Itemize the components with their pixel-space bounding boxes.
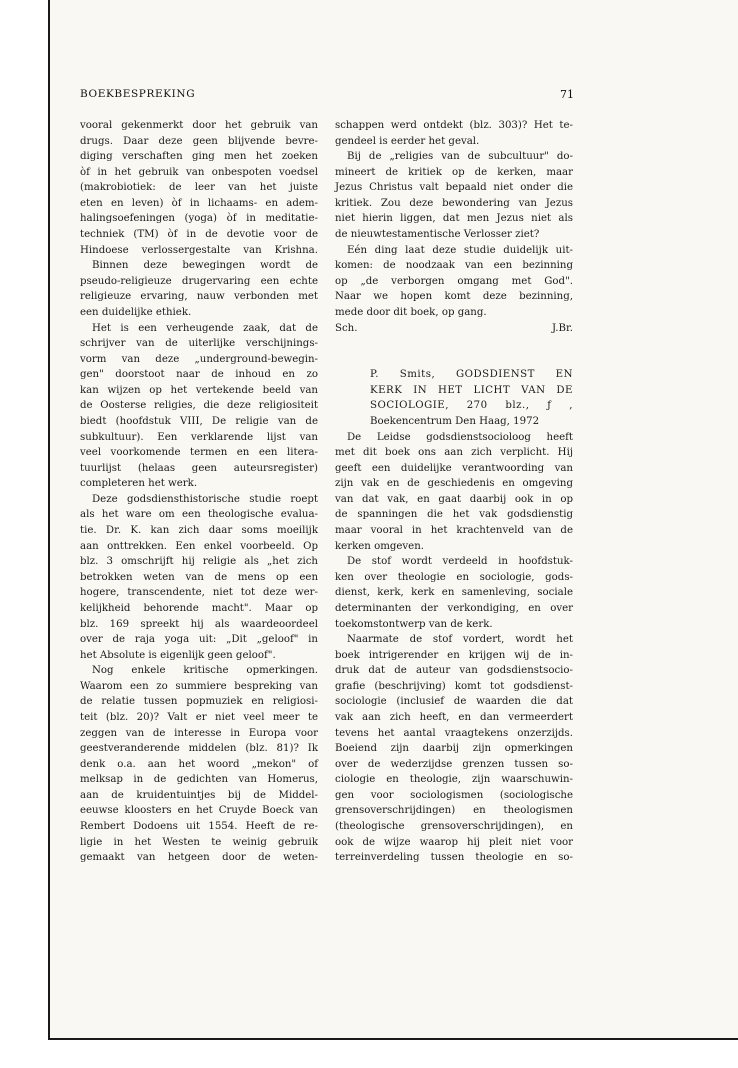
text-line: vorm van deze „underground-bewegin- [80, 353, 318, 365]
text-line: geeft een duidelijke verantwoording van [335, 462, 573, 474]
text-line: denk o.a. aan het woord „mekon" of [80, 758, 318, 770]
running-header: BOEKBESPREKING [80, 88, 196, 100]
text-line: subkultuur). Een verklarende lijst van [80, 431, 318, 443]
text-line: ciologie en theologie, zijn waarschuwin- [335, 774, 573, 786]
text-line: kritiek. Zou deze bewondering van Jezus [335, 197, 573, 209]
text-line: maar vooral in het krachtenveld van de [335, 525, 573, 537]
text-line: determinanten der verkondiging, en over [335, 602, 573, 614]
text-line: Hindoese verlossergestalte van Krishna. [80, 244, 318, 256]
page-number: 71 [560, 88, 574, 101]
text-line: Binnen deze bewegingen wordt de [92, 260, 318, 272]
text-line: zeggen van de interesse in Europa voor [80, 727, 318, 739]
text-line: kerken omgeven. [335, 540, 425, 552]
text-line: schappen werd ontdekt (blz. 303)? Het te- [335, 120, 573, 131]
text-line: ook de wijze waarop hij pleit niet voor [335, 836, 573, 848]
text-line: over de raja yoga uit: „Dit „geloof" in [80, 634, 318, 646]
text-line: pseudo-religieuze drugervaring een echte [80, 275, 318, 287]
text-line: religieuze ervaring, nauw verbonden met [80, 291, 318, 303]
text-line: van dat vak, en gaat daarbij ook in op [335, 493, 573, 505]
text-line: vak aan zich heeft, en dan vermeerdert [335, 711, 573, 723]
text-line: Bij de „religies van de subcultuur" do- [347, 151, 573, 163]
text-line: gemaakt van hetgeen door de weten- [80, 852, 318, 864]
text-line: de spanningen die het vak godsdienstig [335, 509, 573, 521]
text-line: (theologische grensoverschrijdingen), en [335, 821, 573, 833]
text-line: Deze godsdiensthistorische studie roept [92, 493, 318, 505]
text-line: Het is een verheugende zaak, dat de [92, 322, 318, 334]
text-line: Rembert Dodoens uit 1554. Heeft de re- [80, 821, 318, 833]
right-column [335, 118, 573, 866]
text-line: biedt (hoofdstuk VIII, De religie van de [80, 415, 318, 427]
text-line: de Oosterse religies, die deze religiositeit [80, 400, 318, 412]
text-line: tevens het aantal vraagtekens onzerzijds. [335, 727, 573, 739]
text-line: ligie in het Westen te weinig gebruik [80, 836, 318, 848]
text-line: druk dat de auteur van godsdienstsocio- [335, 665, 573, 677]
signature-left: Sch. [335, 322, 358, 334]
text-line: ken over theologie en sociologie, gods- [335, 571, 573, 583]
text-line: schrijver van de uiterlijke verschijnings- [80, 338, 318, 350]
review-heading-line: KERK IN HET LICHT VAN DE [370, 384, 573, 396]
text-line: teit (blz. 20)? Valt er niet veel meer te [80, 711, 318, 723]
signature-right: J.Br. [551, 322, 573, 334]
text-line: Boeiend zijn daarbij zijn opmerkingen [335, 743, 573, 755]
text-line: De stof wordt verdeeld in hoofdstuk- [347, 556, 573, 568]
text-line: Naarmate de stof vordert, wordt het [347, 634, 573, 646]
text-line: hogere, transcendente, niet tot deze wer- [80, 587, 318, 599]
text-line: tuurlijst (helaas geen auteursregister) [80, 462, 318, 474]
text-line: Eén ding laat deze studie duidelijk uit- [347, 244, 573, 256]
text-line: over de wederzijdse grenzen tussen so- [335, 758, 573, 770]
text-line: het Absolute is eigenlijk geen geloof". [80, 649, 276, 661]
text-line: tie. Dr. K. kan zich daar soms moeilijk [80, 525, 318, 537]
text-line: blz. 3 omschrijft hij religie als „het zich [80, 556, 318, 568]
text-line: Waarom een zo summiere bespreking van [80, 680, 318, 692]
text-line: gendeel is eerder het geval. [335, 135, 480, 147]
text-line: als het ware om een theologische evalua- [80, 509, 318, 521]
text-line: veel voorkomende termen en een litera- [80, 447, 318, 459]
text-line: kelijkheid behorende macht". Maar op [80, 602, 318, 614]
text-line: De Leidse godsdienstsocioloog heeft [347, 431, 573, 443]
text-line: boek intrigerender en krijgen wij de in- [335, 649, 573, 661]
text-line: vooral gekenmerkt door het gebruik van [80, 120, 318, 131]
text-line: grafie (beschrijving) komt tot godsdienst- [335, 680, 573, 692]
review-heading-line: SOCIOLOGIE, 270 blz., ƒ , [370, 400, 573, 412]
text-line: diging verschaften ging men het zoeken [80, 151, 318, 163]
spacer [335, 336, 573, 352]
text-line: niet hierin liggen, dat men Jezus niet als [335, 213, 573, 225]
text-line: zijn vak en de geschiedenis en omgeving [335, 478, 573, 490]
text-line: terreinverdeling tussen theologie en so- [335, 852, 573, 864]
text-line: òf in het gebruik van onbespoten voedsel [80, 166, 318, 178]
text-line: mede door dit boek, op gang. [335, 306, 487, 318]
review-heading-line: P. Smits, GODSDIENST EN [370, 369, 573, 381]
review-heading-line: Boekencentrum Den Haag, 1972 [370, 415, 540, 427]
text-line: dienst, kerk, kerk en samenleving, sociale [335, 587, 573, 599]
text-line: gen" doorstoot naar de inhoud en zo [80, 369, 318, 381]
signature-line [335, 321, 573, 337]
text-line: geestveranderende middelen (blz. 81)? Ik [80, 743, 318, 755]
text-line: mineert de kritiek op de kerken, maar [335, 166, 573, 178]
text-line: eten en leven) òf in lichaams- en adem- [80, 197, 318, 209]
text-line: sociologie (inclusief de waarden die dat [335, 696, 573, 708]
text-line: (makrobiotiek: de leer van het juiste [80, 182, 318, 194]
text-line: techniek (TM) òf in de devotie voor de [80, 229, 318, 241]
text-line: melksap in de gedichten van Homerus, [80, 774, 318, 786]
text-line: op „de verborgen omgang met God". [335, 275, 573, 287]
text-line: eeuwse kloosters en het Cruyde Boeck van [80, 805, 318, 817]
text-line: betrokken weten van de mens op een [80, 571, 318, 583]
text-line: blz. 169 spreekt hij als waardeoordeel [80, 618, 318, 630]
text-line: de nieuwtestamentische Verlosser ziet? [335, 229, 540, 241]
text-line: aan de kruidentuintjes bij de Middel- [80, 789, 318, 801]
left-column [80, 118, 318, 866]
text-line: kan wijzen op het vertekende beeld van [80, 384, 318, 396]
text-line: een duidelijke ethiek. [80, 306, 192, 318]
text-line: Naar we hopen komt deze bezinning, [335, 291, 573, 303]
text-line: drugs. Daar deze geen blijvende bevre- [80, 135, 318, 147]
text-line: met dit boek ons aan zich verplicht. Hij [335, 447, 573, 459]
text-line: Jezus Christus valt bepaald niet onder die [335, 182, 573, 194]
text-line: komen: de noodzaak van een bezinning [335, 260, 573, 272]
text-line: toekomstontwerp van de kerk. [335, 618, 493, 630]
text-line: de relatie tussen popmuziek en religiosi- [80, 696, 318, 708]
text-line: completeren het werk. [80, 478, 198, 490]
text-line: grensoverschrijdingen) en theologismen [335, 805, 573, 817]
text-line: gen voor sociologismen (sociologische [335, 789, 573, 801]
spacer [335, 352, 573, 368]
text-line: aan onttrekken. Een enkel voorbeeld. Op [80, 540, 318, 552]
text-line: Nog enkele kritische opmerkingen. [92, 665, 318, 677]
text-line: halingsoefeningen (yoga) òf in meditatie- [80, 213, 318, 225]
